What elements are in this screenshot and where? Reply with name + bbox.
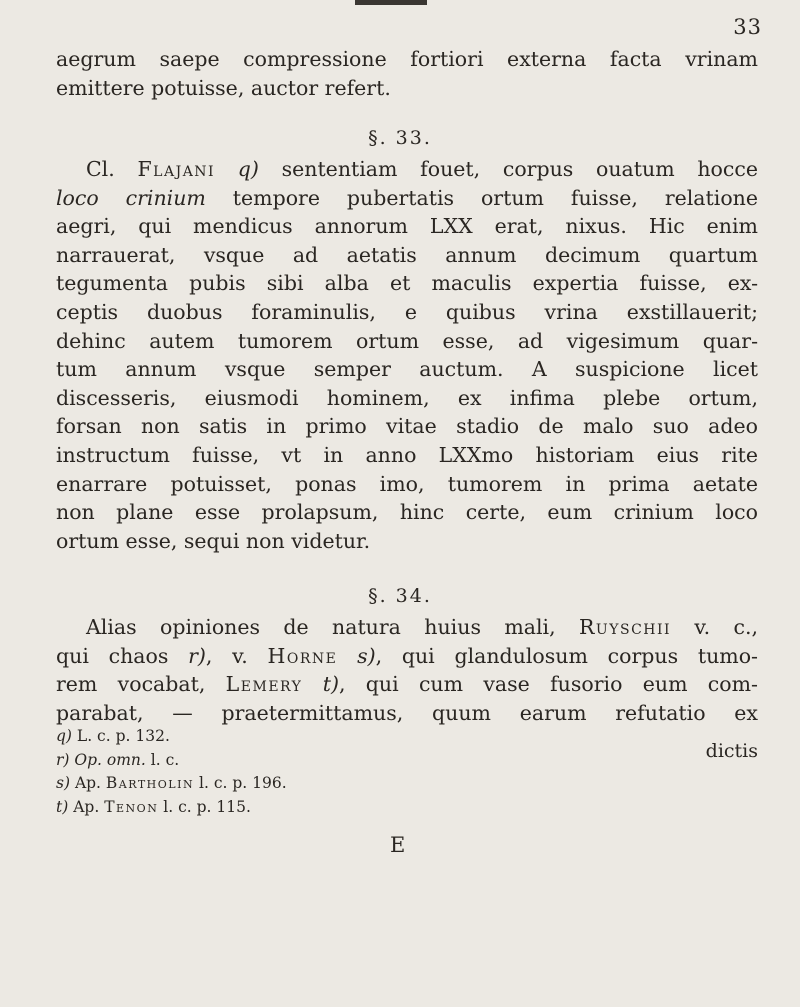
text-line: narrauerat, vsque ad aetatis annum decimum quartum: [56, 242, 758, 267]
text-line: Alias opiniones de natura huius mali, Ruyschii v. c.,: [86, 615, 758, 639]
text-line: instructum fuisse, vt in anno LXXmo historiam eius rite: [56, 442, 758, 467]
section-heading-34: §. 34.: [368, 585, 432, 607]
text-line: tum annum vsque semper auctum. A suspicione licet: [56, 357, 758, 382]
author-name: Horne: [267, 643, 338, 668]
top-edge-mark: [355, 0, 427, 5]
text-line: tegumenta pubis sibi alba et maculis expertia fuisse, ex-: [56, 271, 758, 296]
footnote-ref: t): [322, 672, 339, 697]
italic-term: loco crinium: [56, 185, 206, 210]
author-name: Ruyschii: [579, 615, 672, 639]
text-line: aegrum saepe compressione fortiori externa facta vrinam: [56, 47, 758, 71]
text-line: enarrare potuisset, ponas imo, tumorem in prima aetate: [56, 471, 758, 496]
signature-mark: E: [390, 833, 406, 857]
text-line: dehinc autem tumorem ortum esse, ad vigesimum quar-: [56, 328, 758, 353]
footnote: s) Ap. Bartholin l. c. p. 196.: [56, 774, 287, 792]
text-line: loco crinium tempore pubertatis ortum fuisse, relatione: [56, 185, 758, 210]
footnote: q) L. c. p. 132.: [56, 727, 170, 745]
text-line: emittere potuisse, auctor refert.: [56, 75, 391, 100]
author-name: Lemery: [225, 672, 303, 697]
text-line: ceptis duobus foraminulis, e quibus vrina exstillauerit;: [56, 299, 758, 324]
text-line: non plane esse prolapsum, hinc certe, eum crinium loco: [56, 500, 758, 525]
footnotes: [56, 725, 556, 819]
footnote: r) Op. omn. l. c.: [56, 750, 180, 769]
text-line: qui chaos r), v. Horne s), qui glandulosum corpus tumo-: [56, 643, 758, 668]
opening-paragraph: [56, 45, 758, 102]
text-line: forsan non satis in primo vitae stadio de malo suo adeo: [56, 414, 758, 439]
text-line: discesseris, eiusmodi hominem, ex infima plebe ortum,: [56, 385, 758, 410]
text-line: aegri, qui mendicus annorum LXX erat, nixus. Hic enim: [56, 214, 758, 239]
footnote-ref: r): [188, 643, 206, 668]
text-line: Cl. Flajani q) sententiam fouet, corpus ouatum hocce: [86, 157, 758, 181]
text-line: parabat, — praetermittamus, quum earum refutatio ex: [56, 700, 758, 725]
footnote: t) Ap. Tenon l. c. p. 115.: [56, 797, 251, 816]
catchword: dictis: [705, 740, 758, 762]
text-line: rem vocabat, Lemery t), qui cum vase fusorio eum com-: [56, 672, 758, 697]
author-name: Flajani: [137, 157, 216, 181]
text-line: ortum esse, sequi non videtur.: [56, 528, 371, 553]
page-number: 33: [733, 15, 762, 39]
section-33-paragraph: [56, 155, 758, 555]
footnote-ref: s): [357, 643, 376, 668]
section-heading-33: §. 33.: [368, 127, 432, 149]
section-34-paragraph: [56, 613, 758, 727]
footnote-ref: q): [237, 157, 259, 181]
